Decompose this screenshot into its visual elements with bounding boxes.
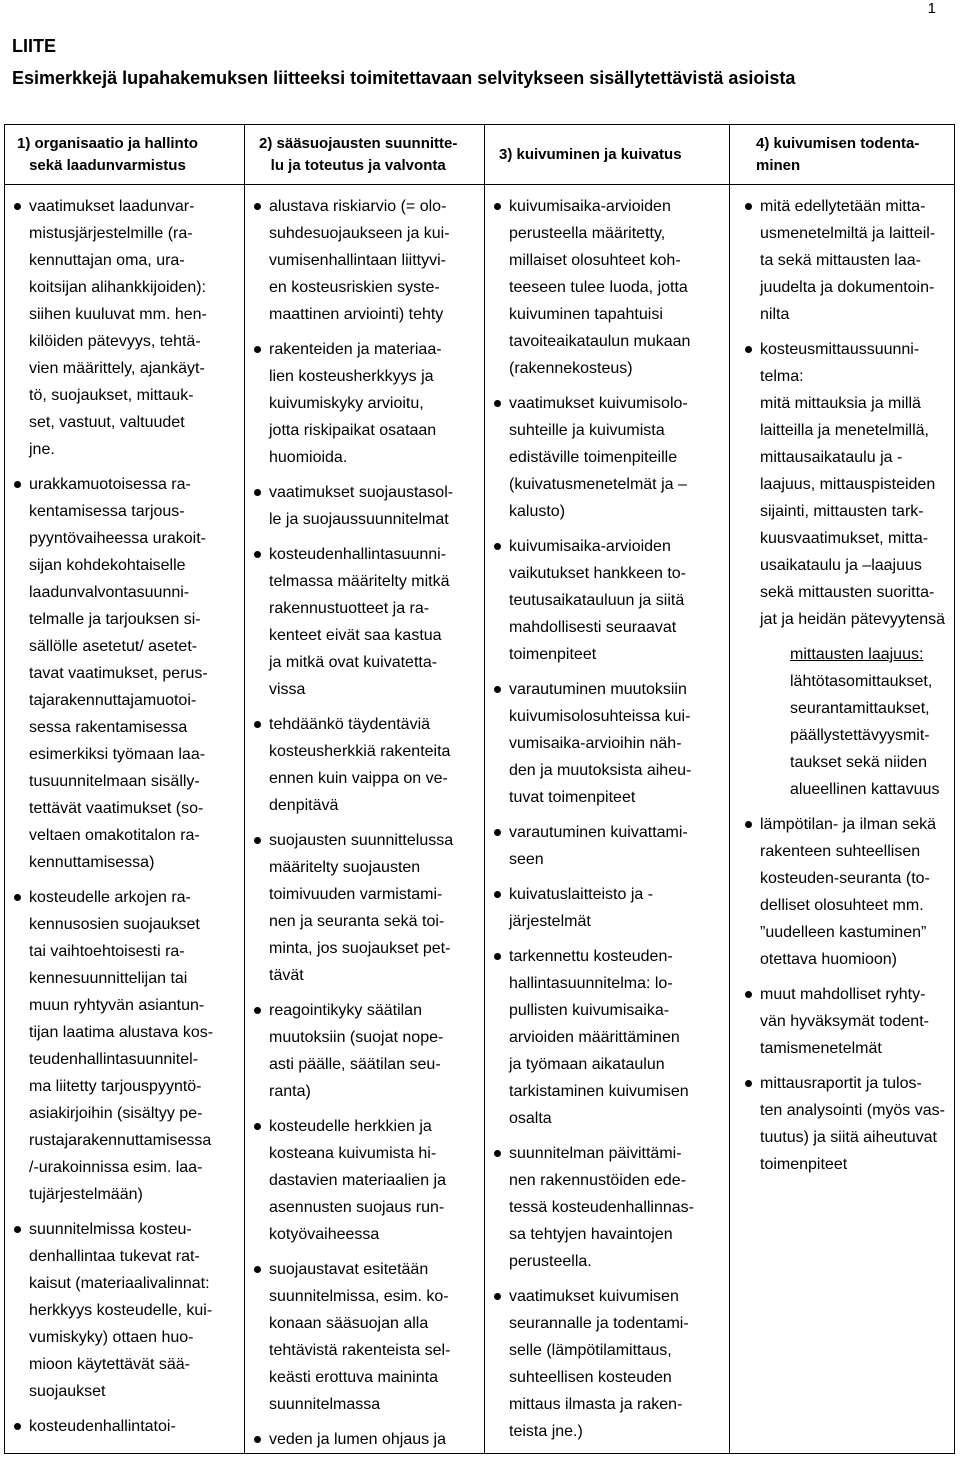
requirements-table [4, 124, 955, 1454]
column-header-drying: 3) kuivuminen ja kuivatus [485, 125, 730, 185]
list-item: suunnitelman päivittämi- nen rakennustöiden ede- tessä kosteudenhallinnas- sa tehtyjen havaintojen perusteella. [493, 1140, 723, 1275]
list-item: kuivatuslaitteisto ja - järjestelmät [493, 881, 723, 935]
list-item: alustava riskiarvio (= olo- suhdesuojaukseen ja kui- vumisenhallintaan liittyvi- en kosteusriskien syste- maattinen arviointi) tehty [253, 193, 478, 328]
list-item: suunnitelmissa kosteu- denhallintaa tukevat rat- kaisut (materiaalivalinnat: herkkyys kosteudelle, kui- vumiskyky) ottaen huo- mioon käytettävät sää- suojaukset [13, 1216, 238, 1405]
list-item: tehdäänkö täydentäviä kosteusherkkiä rakenteita ennen kuin vaippa on ve- denpitävä [253, 711, 478, 819]
list-item: kosteudenhallintasuunni- telmassa määritelty mitkä rakennustuotteet ja ra- kenteet eivät saa kastua ja mitkä ovat kuivatetta- vissa [253, 541, 478, 703]
list-item: kuivumisaika-arvioiden vaikutukset hankkeen to- teutusaikatauluun ja siitä mahdollisesti seuraavat toimenpiteet [493, 533, 723, 668]
list-item: vaatimukset laadunvar- mistusjärjestelmille (ra- kennuttajan oma, ura- koitsijan alihankkijoiden): siihen kuuluvat mm. hen- kilöiden pätevyys, tehtä- vien määrittely, ajankäyt- tö, suojaukset, mittauk- set, vastuut, valtuudet jne. [13, 193, 238, 463]
column-header-weather-protection: 2) sääsuojausten suunnitte- lu ja toteutus ja valvonta [245, 125, 485, 185]
list-item: rakenteiden ja materiaa- lien kosteusherkkyys ja kuivumiskyky arvioitu, jotta riskipaikat osataan huomioida. [253, 336, 478, 471]
list-item: kuivumisaika-arvioiden perusteella määritetty, millaiset olosuhteet koh- teeseen tulee luoda, jotta kuivuminen tapahtuisi tavoiteaikataulun mukaan (rakennekosteus) [493, 193, 723, 382]
list-item: lämpötilan- ja ilman sekä rakenteen suhteellisen kosteuden-seuranta (to- delliset olosuhteet mm. ”uudelleen kastuminen” otettava huomioon) [744, 811, 948, 973]
column-verification [730, 185, 954, 1453]
list-item: reagointikyky säätilan muutoksiin (suojat nope- asti päälle, säätilan seu- ranta) [253, 997, 478, 1105]
list-item: kosteudelle arkojen ra- kennusosien suojaukset tai vaihtoehtoisesti ra- kennesuunnittelijan tai muun ryhtyvän asiantun- tijan laatima alustava kos- teudenhallintasuunnitel- ma liitetty tarjouspyyntö- asiakirjoihin (sisältyy pe- rustajarakennuttamisessa /-urakoinnissa esim. laa- tujärjestelmään) [13, 884, 238, 1208]
measurement-scope-label: mittausten laajuus: [790, 646, 924, 663]
list-item: muut mahdolliset ryhty- vän hyväksymät todent- tamismenetelmät [744, 981, 948, 1062]
list-item: suojaustavat esitetään suunnitelmissa, esim. ko- konaan sääsuojan alla tehtävistä rakenteista sel- keästi erottuva maininta suunnitelmassa [253, 1256, 478, 1418]
list-item: kosteudenhallintatoi- [13, 1413, 238, 1440]
appendix-label: LIITE [12, 36, 56, 56]
list-item: vaatimukset kuivumisen seurannalle ja todentami- selle (lämpötilamittaus, suhteellisen kosteuden mittaus ilmasta ja raken- teista jne.) [493, 1283, 723, 1445]
column-weather-protection [245, 185, 485, 1453]
list-item: vaatimukset kuivumisolo- suhteille ja kuivumista edistäville toimenpiteille (kuivatusmenetelmät ja – kalusto) [493, 390, 723, 525]
column-header-verification: 4) kuivumisen todenta- minen [730, 125, 954, 185]
measurement-scope-text: lähtötasomittaukset, seurantamittaukset, päällystettävyysmit- taukset sekä niiden alueellinen kattavuus [790, 673, 940, 798]
list-item: varautuminen kuivattami- seen [493, 819, 723, 873]
list-item: urakkamuotoisessa ra- kentamisessa tarjous- pyyntövaiheessa urakoit- sijan kohdekohtaiselle laadunvalvontasuunni- telmalle ja tarjouksen si- sällölle asetetut/ asetet- tavat vaatimukset, perus- tajarakennuttajamuotoi- sessa rakentamisessa esimerkiksi työmaan laa- tusuunnitelmaan sisälly- tettävät vaatimukset (so- veltaen omakotitalon ra- kennuttamisessa) [13, 471, 238, 876]
list-item: suojausten suunnittelussa määritelty suojausten toimivuuden varmistami- nen ja seuranta sekä toi- minta, jos suojaukset pet- tävät [253, 827, 478, 989]
column-drying [485, 185, 730, 1453]
list-item: varautuminen muutoksiin kuivumisolosuhteissa kui- vumisaika-arvioihin näh- den ja muutoksista aiheu- tuvat toimenpiteet [493, 676, 723, 811]
column-organisation [5, 185, 245, 1453]
page-number: 1 [927, 0, 936, 17]
list-item: kosteudelle herkkien ja kosteana kuivumista hi- dastavien materiaalien ja asennusten suojaus run- kotyövaiheessa [253, 1113, 478, 1248]
measurement-scope-note [744, 641, 948, 803]
list-item: tarkennettu kosteuden- hallintasuunnitelma: lo- pullisten kuivumisaika- arvioiden määrittäminen ja työmaan aikataulun tarkistaminen kuivumisen osalta [493, 943, 723, 1132]
list-item: vaatimukset suojaustasol- le ja suojaussuunnitelmat [253, 479, 478, 533]
column-header-organisation: 1) organisaatio ja hallinto sekä laadunvarmistus [5, 125, 245, 185]
list-item: mitä edellytetään mitta- usmenetelmiltä ja laitteil- ta sekä mittausten laa- juudelta ja dokumentoin- nilta [744, 193, 948, 328]
list-item: veden ja lumen ohjaus ja [253, 1426, 478, 1453]
list-item: mittausraportit ja tulos- ten analysointi (myös vas- tuutus) ja siitä aiheutuvat toimenpiteet [744, 1070, 948, 1178]
list-item: kosteusmittaussuunni- telma: mitä mittauksia ja millä laitteilla ja menetelmillä, mittausaikataulu ja - laajuus, mittauspisteiden sijainti, mittausten tark- kuusvaatimukset, mitta- usaikataulu ja –laajuus sekä mittausten suoritta- jat ja heidän pätevyytensä [744, 336, 948, 633]
page-heading: Esimerkkejä lupahakemuksen liitteeksi toimitettavaan selvitykseen sisällytettävistä asioista [12, 68, 796, 88]
